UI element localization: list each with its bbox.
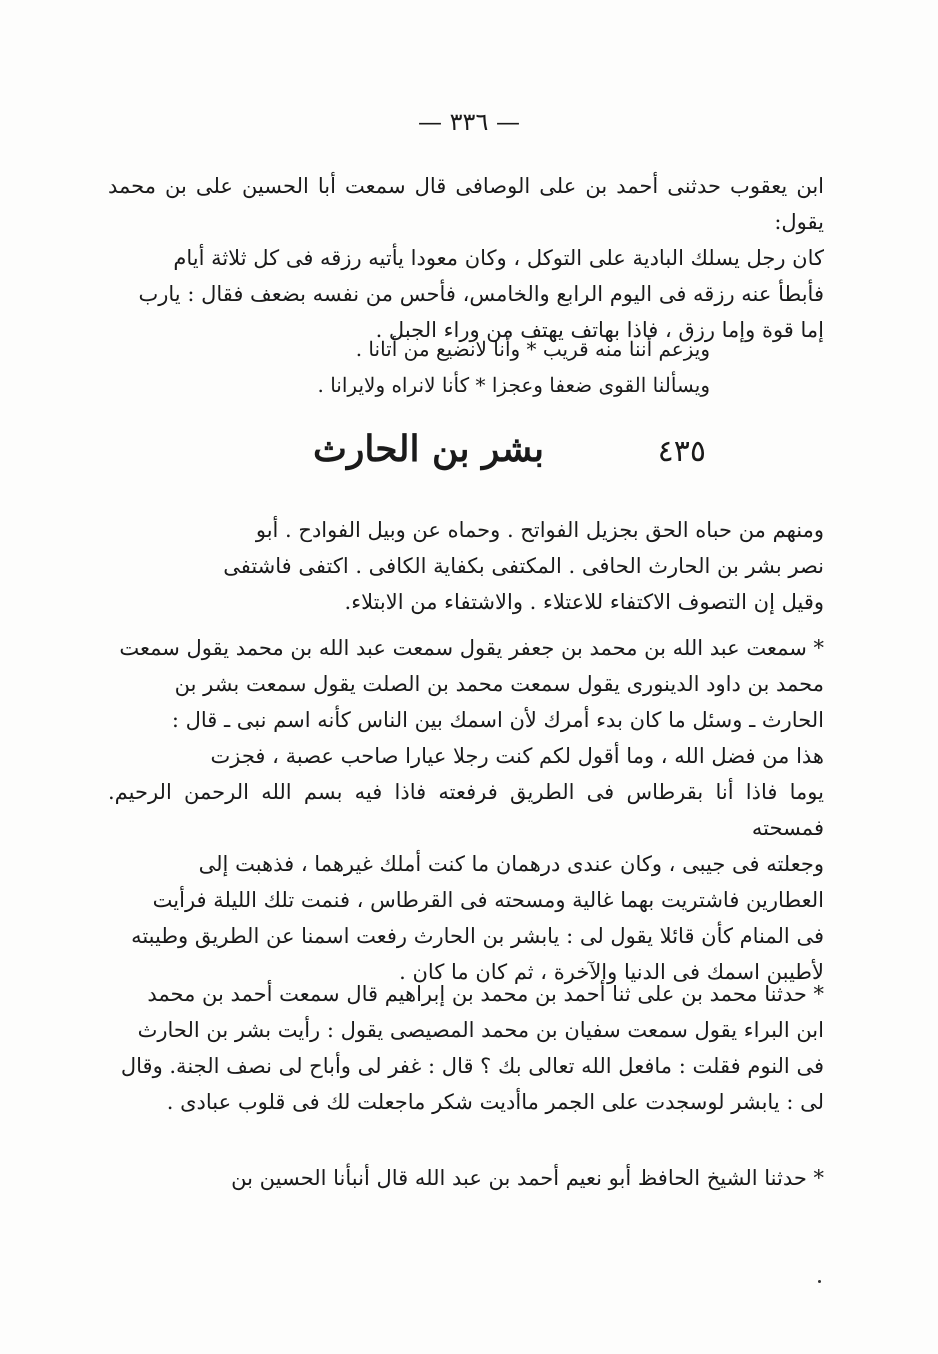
- text-line: فأبطأ عنه رزقه فى اليوم الرابع والخامس، فأحس من نفسه بضعف فقال : يارب: [138, 282, 824, 306]
- paragraph-3: [108, 630, 824, 990]
- text-line: * حدثنا الشيخ الحافظ أبو نعيم أحمد بن عبد الله قال أنبأنا الحسين بن: [231, 1166, 824, 1190]
- page-number: — ٣٣٦ —: [418, 108, 520, 136]
- text-line: فى النوم فقلت : مافعل الله تعالى بك ؟ قال : غفر لى وأباح لى نصف الجنة. وقال: [120, 1054, 824, 1078]
- paragraph-5: [108, 1160, 824, 1196]
- text-line: وجعلته فى جيبى ، وكان عندى درهمان ما كنت أملك غيرهما ، فذهبت إلى: [198, 852, 824, 876]
- text-line: وقيل إن التصوف الاكتفاء للاعتلاء . والاشتفاء من الابتلاء.: [344, 590, 824, 614]
- text-line: فى المنام كأن قائلا يقول لى : يابشر بن الحارث رفعت اسمنا عن الطريق وطيبته: [131, 924, 824, 948]
- text-line: ابن يعقوب حدثنى أحمد بن على الوصافى قال سمعت أبا الحسين على بن محمد يقول:: [108, 174, 824, 234]
- verse-line-1: ويزعم أننا منه قريب * وأنا لانضيع من أتانا .: [355, 337, 710, 361]
- section-title: بشر بن الحارث: [313, 428, 544, 470]
- text-line: * سمعت عبد الله بن محمد بن جعفر يقول سمعت عبد الله بن محمد يقول سمعت: [119, 636, 824, 660]
- text-line: ابن البراء يقول سمعت سفيان بن محمد المصيصى يقول : رأيت بشر بن الحارث: [137, 1018, 824, 1042]
- paragraph-1: [108, 168, 824, 348]
- section-heading: [0, 428, 938, 488]
- text-line: لى : يابشر لوسجدت على الجمر ماأديت شكر ماجعلت لك فى قلوب عبادى .: [166, 1090, 824, 1114]
- print-speck: [818, 1280, 821, 1283]
- text-line: يوما فاذا أنا بقرطاس فى الطريق فرفعته فاذا فيه بسم الله الرحمن الرحيم. فمسحته: [108, 780, 824, 840]
- paragraph-4: [108, 976, 824, 1120]
- text-line: * حدثنا محمد بن على ثنا أحمد بن محمد بن إبراهيم قال سمعت أحمد بن محمد: [147, 982, 824, 1006]
- section-number: ٤٣٥: [657, 434, 706, 469]
- text-line: نصر بشر بن الحارث الحافى . المكتفى بكفاية الكافى . اكتفى فاشتفى: [223, 554, 824, 578]
- paragraph-2: [108, 512, 824, 620]
- verse-line-2: ويسألنا القوى ضعفا وعجزا * كأنا لانراه ولايرانا .: [317, 373, 710, 397]
- text-line: ومنهم من حباه الحق بجزيل الفواتح . وحماه عن وبيل الفوادح . أبو: [255, 518, 824, 542]
- text-line: محمد بن داود الدينورى يقول سمعت محمد بن الصلت يقول سمعت بشر بن: [174, 672, 824, 696]
- text-line: لأطيبن اسمك فى الدنيا والآخرة ، ثم كان ما كان .: [399, 960, 824, 984]
- text-line: إما قوة وإما رزق ، فاذا بهاتف يهتف من وراء الجبل .: [375, 318, 824, 342]
- text-line: الحارث ـ وسئل ما كان بدء أمرك لأن اسمك بين الناس كأنه اسم نبى ـ قال :: [171, 708, 824, 732]
- text-line: هذا من فضل الله ، وما أقول لكم كنت رجلا عيارا صاحب عصبة ، فجزت: [210, 744, 824, 768]
- text-line: العطارين فاشتريت بهما غالية ومسحته فى القرطاس ، فنمت تلك الليلة فرأيت: [152, 888, 824, 912]
- text-line: كان رجل يسلك البادية على التوكل ، وكان معودا يأتيه رزقه فى كل ثلاثة أيام: [173, 246, 824, 270]
